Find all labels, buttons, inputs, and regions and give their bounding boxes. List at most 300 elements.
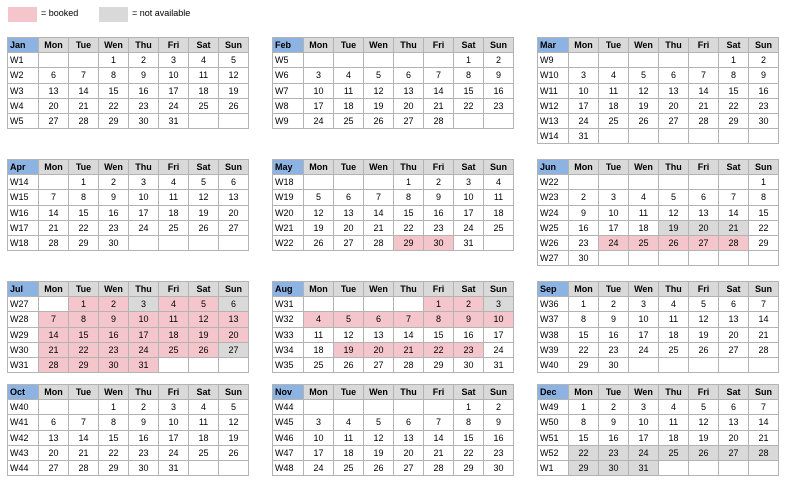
day-cell: 4 xyxy=(334,68,364,83)
day-cell: 7 xyxy=(39,312,69,327)
day-cell: 9 xyxy=(599,415,629,430)
day-cell: 1 xyxy=(99,53,129,68)
week-row xyxy=(273,312,514,327)
day-cell: 24 xyxy=(484,342,514,357)
day-cell: 19 xyxy=(689,430,719,445)
day-cell: 17 xyxy=(454,205,484,220)
day-cell: 5 xyxy=(689,297,719,312)
day-header: Mon xyxy=(39,282,69,297)
empty-cell xyxy=(39,175,69,190)
day-cell: 18 xyxy=(189,430,219,445)
day-header: Wen xyxy=(99,282,129,297)
day-cell: 23 xyxy=(424,220,454,235)
day-cell: 15 xyxy=(719,83,749,98)
day-cell: 9 xyxy=(484,68,514,83)
week-row xyxy=(273,415,514,430)
day-cell: 12 xyxy=(689,312,719,327)
day-cell: 29 xyxy=(99,460,129,475)
day-cell: 1 xyxy=(69,297,99,312)
day-cell: 13 xyxy=(689,205,719,220)
day-cell: 20 xyxy=(39,445,69,460)
day-cell: 14 xyxy=(689,83,719,98)
day-cell: 20 xyxy=(689,220,719,235)
day-cell: 12 xyxy=(304,205,334,220)
day-header: Wen xyxy=(629,385,659,400)
day-cell: 6 xyxy=(719,400,749,415)
day-cell: 11 xyxy=(189,68,219,83)
empty-cell xyxy=(129,235,159,250)
day-cell: 27 xyxy=(719,445,749,460)
week-number: W4 xyxy=(8,98,39,113)
empty-cell xyxy=(659,129,689,144)
empty-cell xyxy=(599,53,629,68)
empty-cell xyxy=(424,400,454,415)
day-cell: 28 xyxy=(69,460,99,475)
day-cell: 14 xyxy=(719,205,749,220)
empty-cell xyxy=(39,400,69,415)
day-cell: 23 xyxy=(484,445,514,460)
day-cell: 20 xyxy=(219,327,249,342)
empty-cell xyxy=(689,357,719,372)
week-row xyxy=(273,297,514,312)
day-header: Thu xyxy=(659,38,689,53)
day-cell: 3 xyxy=(484,297,514,312)
day-header: Mon xyxy=(569,282,599,297)
empty-cell xyxy=(659,460,689,475)
week-number: W3 xyxy=(8,83,39,98)
day-cell: 30 xyxy=(99,235,129,250)
week-number: W39 xyxy=(538,342,569,357)
day-cell: 9 xyxy=(424,190,454,205)
week-number: W21 xyxy=(273,220,304,235)
day-cell: 25 xyxy=(334,113,364,128)
day-header: Mon xyxy=(569,385,599,400)
week-row xyxy=(538,53,779,68)
day-header: Fri xyxy=(424,282,454,297)
day-cell: 30 xyxy=(129,113,159,128)
day-cell: 29 xyxy=(719,113,749,128)
empty-cell xyxy=(334,175,364,190)
day-cell: 26 xyxy=(689,445,719,460)
day-header: Tue xyxy=(599,38,629,53)
day-cell: 14 xyxy=(424,83,454,98)
day-cell: 19 xyxy=(689,327,719,342)
week-row xyxy=(538,251,779,266)
day-header: Sat xyxy=(454,385,484,400)
day-header: Mon xyxy=(569,160,599,175)
day-cell: 21 xyxy=(69,445,99,460)
day-cell: 24 xyxy=(129,220,159,235)
week-row xyxy=(273,220,514,235)
day-header: Fri xyxy=(424,385,454,400)
day-cell: 14 xyxy=(69,83,99,98)
day-header: Sun xyxy=(749,385,779,400)
day-cell: 28 xyxy=(424,460,454,475)
day-cell: 12 xyxy=(334,327,364,342)
month-name: Oct xyxy=(8,385,39,400)
week-number: W44 xyxy=(273,400,304,415)
day-cell: 18 xyxy=(304,342,334,357)
month-table-jun xyxy=(537,159,779,266)
month-name: Jul xyxy=(8,282,39,297)
day-header: Sun xyxy=(749,160,779,175)
empty-cell xyxy=(659,53,689,68)
month-table-aug xyxy=(272,281,514,373)
week-number: W9 xyxy=(538,53,569,68)
empty-cell xyxy=(689,460,719,475)
day-cell: 30 xyxy=(454,357,484,372)
day-cell: 24 xyxy=(159,98,189,113)
week-row xyxy=(538,445,779,460)
day-cell: 2 xyxy=(129,53,159,68)
empty-cell xyxy=(659,175,689,190)
day-cell: 18 xyxy=(484,205,514,220)
month-name: Aug xyxy=(273,282,304,297)
month-table-jul xyxy=(7,281,249,373)
empty-cell xyxy=(189,460,219,475)
day-cell: 23 xyxy=(599,445,629,460)
day-header: Sat xyxy=(189,385,219,400)
day-cell: 20 xyxy=(39,98,69,113)
day-cell: 15 xyxy=(69,205,99,220)
empty-cell xyxy=(219,460,249,475)
empty-cell xyxy=(629,129,659,144)
day-cell: 17 xyxy=(599,220,629,235)
day-cell: 20 xyxy=(394,445,424,460)
day-cell: 17 xyxy=(129,327,159,342)
day-cell: 10 xyxy=(159,415,189,430)
week-number: W31 xyxy=(8,357,39,372)
day-cell: 22 xyxy=(394,220,424,235)
day-cell: 7 xyxy=(424,415,454,430)
day-cell: 29 xyxy=(454,460,484,475)
empty-cell xyxy=(629,357,659,372)
week-row xyxy=(538,312,779,327)
day-cell: 7 xyxy=(689,68,719,83)
day-cell: 10 xyxy=(304,83,334,98)
week-number: W5 xyxy=(273,53,304,68)
month-name: Nov xyxy=(273,385,304,400)
week-row xyxy=(538,220,779,235)
week-number: W18 xyxy=(273,175,304,190)
day-cell: 10 xyxy=(629,415,659,430)
empty-cell xyxy=(39,297,69,312)
day-cell: 26 xyxy=(364,460,394,475)
day-header: Fri xyxy=(159,385,189,400)
day-cell: 25 xyxy=(659,445,689,460)
day-cell: 18 xyxy=(334,98,364,113)
empty-cell xyxy=(569,175,599,190)
day-header: Sat xyxy=(189,282,219,297)
day-cell: 27 xyxy=(334,235,364,250)
day-cell: 19 xyxy=(219,430,249,445)
day-cell: 23 xyxy=(599,342,629,357)
week-row xyxy=(273,205,514,220)
day-cell: 31 xyxy=(129,357,159,372)
day-header: Mon xyxy=(304,160,334,175)
day-cell: 19 xyxy=(219,83,249,98)
week-number: W34 xyxy=(273,342,304,357)
day-cell: 1 xyxy=(454,400,484,415)
day-cell: 17 xyxy=(159,430,189,445)
day-cell: 2 xyxy=(424,175,454,190)
day-cell: 21 xyxy=(424,445,454,460)
day-header: Sat xyxy=(719,38,749,53)
day-header: Fri xyxy=(159,282,189,297)
week-row xyxy=(538,357,779,372)
week-number: W23 xyxy=(538,190,569,205)
day-cell: 26 xyxy=(689,342,719,357)
day-cell: 5 xyxy=(689,400,719,415)
week-number: W41 xyxy=(8,415,39,430)
day-cell: 12 xyxy=(364,83,394,98)
empty-cell xyxy=(394,297,424,312)
day-cell: 28 xyxy=(749,342,779,357)
empty-cell xyxy=(484,235,514,250)
week-row xyxy=(273,342,514,357)
day-header: Sun xyxy=(484,385,514,400)
week-number: W19 xyxy=(273,190,304,205)
day-cell: 29 xyxy=(99,113,129,128)
day-cell: 4 xyxy=(189,53,219,68)
month-header-row xyxy=(273,385,514,400)
week-row xyxy=(8,68,249,83)
empty-cell xyxy=(219,113,249,128)
day-cell: 2 xyxy=(484,400,514,415)
day-cell: 26 xyxy=(334,357,364,372)
day-cell: 19 xyxy=(189,327,219,342)
month-table-oct xyxy=(7,384,249,476)
day-cell: 4 xyxy=(334,415,364,430)
day-cell: 28 xyxy=(749,445,779,460)
day-cell: 19 xyxy=(304,220,334,235)
day-cell: 13 xyxy=(719,312,749,327)
day-cell: 29 xyxy=(394,235,424,250)
day-cell: 18 xyxy=(629,220,659,235)
empty-cell xyxy=(629,53,659,68)
day-cell: 21 xyxy=(424,98,454,113)
week-row xyxy=(273,68,514,83)
week-row xyxy=(273,53,514,68)
day-cell: 19 xyxy=(629,98,659,113)
day-cell: 26 xyxy=(219,445,249,460)
day-header: Wen xyxy=(364,282,394,297)
day-cell: 1 xyxy=(69,175,99,190)
week-row xyxy=(273,83,514,98)
day-header: Wen xyxy=(364,38,394,53)
week-row xyxy=(538,190,779,205)
week-row xyxy=(273,175,514,190)
day-cell: 29 xyxy=(569,357,599,372)
empty-cell xyxy=(749,460,779,475)
day-cell: 11 xyxy=(659,415,689,430)
month-header-row xyxy=(8,385,249,400)
day-cell: 8 xyxy=(569,415,599,430)
week-number: W13 xyxy=(538,113,569,128)
day-cell: 4 xyxy=(659,400,689,415)
day-cell: 14 xyxy=(394,327,424,342)
day-cell: 10 xyxy=(159,68,189,83)
day-cell: 6 xyxy=(394,68,424,83)
day-cell: 13 xyxy=(364,327,394,342)
day-cell: 22 xyxy=(569,445,599,460)
day-header: Tue xyxy=(69,38,99,53)
empty-cell xyxy=(689,175,719,190)
empty-cell xyxy=(304,400,334,415)
day-cell: 27 xyxy=(219,220,249,235)
day-cell: 2 xyxy=(454,297,484,312)
week-row xyxy=(538,235,779,250)
day-cell: 12 xyxy=(219,415,249,430)
day-cell: 31 xyxy=(454,235,484,250)
week-number: W25 xyxy=(538,220,569,235)
day-cell: 7 xyxy=(749,297,779,312)
day-cell: 25 xyxy=(629,235,659,250)
day-header: Thu xyxy=(129,38,159,53)
day-cell: 5 xyxy=(364,415,394,430)
day-cell: 14 xyxy=(749,415,779,430)
day-cell: 2 xyxy=(99,297,129,312)
month-header-row xyxy=(538,282,779,297)
empty-cell xyxy=(219,357,249,372)
day-cell: 24 xyxy=(629,342,659,357)
week-row xyxy=(538,98,779,113)
day-cell: 7 xyxy=(719,190,749,205)
week-row xyxy=(8,357,249,372)
day-cell: 2 xyxy=(749,53,779,68)
day-cell: 5 xyxy=(189,297,219,312)
week-row xyxy=(273,430,514,445)
day-header: Mon xyxy=(304,38,334,53)
day-cell: 11 xyxy=(159,312,189,327)
day-cell: 20 xyxy=(219,205,249,220)
week-row xyxy=(8,445,249,460)
day-cell: 4 xyxy=(599,68,629,83)
day-cell: 6 xyxy=(659,68,689,83)
week-number: W1 xyxy=(538,460,569,475)
day-cell: 22 xyxy=(719,98,749,113)
month-header-row xyxy=(538,160,779,175)
empty-cell xyxy=(304,175,334,190)
day-header: Thu xyxy=(659,160,689,175)
day-cell: 29 xyxy=(569,460,599,475)
day-cell: 13 xyxy=(219,190,249,205)
day-cell: 3 xyxy=(304,415,334,430)
week-number: W29 xyxy=(8,327,39,342)
day-cell: 12 xyxy=(689,415,719,430)
day-cell: 8 xyxy=(719,68,749,83)
day-cell: 15 xyxy=(394,205,424,220)
empty-cell xyxy=(659,357,689,372)
day-header: Sat xyxy=(719,385,749,400)
day-cell: 28 xyxy=(69,113,99,128)
week-row xyxy=(538,68,779,83)
month-name: Sep xyxy=(538,282,569,297)
day-header: Thu xyxy=(394,385,424,400)
week-row xyxy=(538,129,779,144)
day-cell: 13 xyxy=(39,430,69,445)
day-cell: 17 xyxy=(304,445,334,460)
day-cell: 15 xyxy=(99,83,129,98)
day-cell: 27 xyxy=(689,235,719,250)
day-header: Sat xyxy=(454,282,484,297)
day-header: Sun xyxy=(219,282,249,297)
day-header: Tue xyxy=(69,160,99,175)
day-cell: 15 xyxy=(454,430,484,445)
day-cell: 29 xyxy=(424,357,454,372)
week-number: W27 xyxy=(8,297,39,312)
day-cell: 25 xyxy=(159,220,189,235)
day-cell: 15 xyxy=(424,327,454,342)
day-cell: 9 xyxy=(129,415,159,430)
day-header: Sat xyxy=(454,38,484,53)
day-cell: 16 xyxy=(129,430,159,445)
week-number: W20 xyxy=(273,205,304,220)
day-cell: 17 xyxy=(629,430,659,445)
day-cell: 16 xyxy=(454,327,484,342)
empty-cell xyxy=(719,357,749,372)
day-cell: 8 xyxy=(569,312,599,327)
day-cell: 21 xyxy=(689,98,719,113)
empty-cell xyxy=(569,53,599,68)
week-number: W26 xyxy=(538,235,569,250)
day-cell: 22 xyxy=(69,342,99,357)
day-cell: 9 xyxy=(749,68,779,83)
day-cell: 24 xyxy=(304,113,334,128)
day-cell: 19 xyxy=(189,205,219,220)
day-cell: 8 xyxy=(454,415,484,430)
empty-cell xyxy=(334,297,364,312)
day-cell: 11 xyxy=(304,327,334,342)
day-header: Wen xyxy=(99,38,129,53)
day-cell: 23 xyxy=(569,235,599,250)
day-cell: 4 xyxy=(159,297,189,312)
week-number: W35 xyxy=(273,357,304,372)
day-header: Tue xyxy=(334,385,364,400)
empty-cell xyxy=(629,251,659,266)
day-cell: 13 xyxy=(334,205,364,220)
day-cell: 7 xyxy=(69,415,99,430)
day-cell: 27 xyxy=(219,342,249,357)
day-cell: 24 xyxy=(159,445,189,460)
day-cell: 22 xyxy=(69,220,99,235)
day-header: Sat xyxy=(719,160,749,175)
day-header: Tue xyxy=(69,282,99,297)
day-cell: 5 xyxy=(659,190,689,205)
day-cell: 17 xyxy=(129,205,159,220)
day-cell: 14 xyxy=(749,312,779,327)
week-row xyxy=(8,205,249,220)
day-cell: 14 xyxy=(39,327,69,342)
empty-cell xyxy=(749,251,779,266)
day-cell: 17 xyxy=(629,327,659,342)
week-number: W22 xyxy=(538,175,569,190)
day-cell: 3 xyxy=(454,175,484,190)
day-cell: 15 xyxy=(749,205,779,220)
day-cell: 3 xyxy=(304,68,334,83)
day-header: Sun xyxy=(219,160,249,175)
week-number: W40 xyxy=(8,400,39,415)
day-header: Thu xyxy=(129,160,159,175)
week-row xyxy=(538,327,779,342)
empty-cell xyxy=(159,357,189,372)
week-number: W8 xyxy=(273,98,304,113)
day-cell: 8 xyxy=(454,68,484,83)
day-cell: 11 xyxy=(334,430,364,445)
day-cell: 21 xyxy=(39,342,69,357)
day-cell: 17 xyxy=(569,98,599,113)
empty-cell xyxy=(689,53,719,68)
